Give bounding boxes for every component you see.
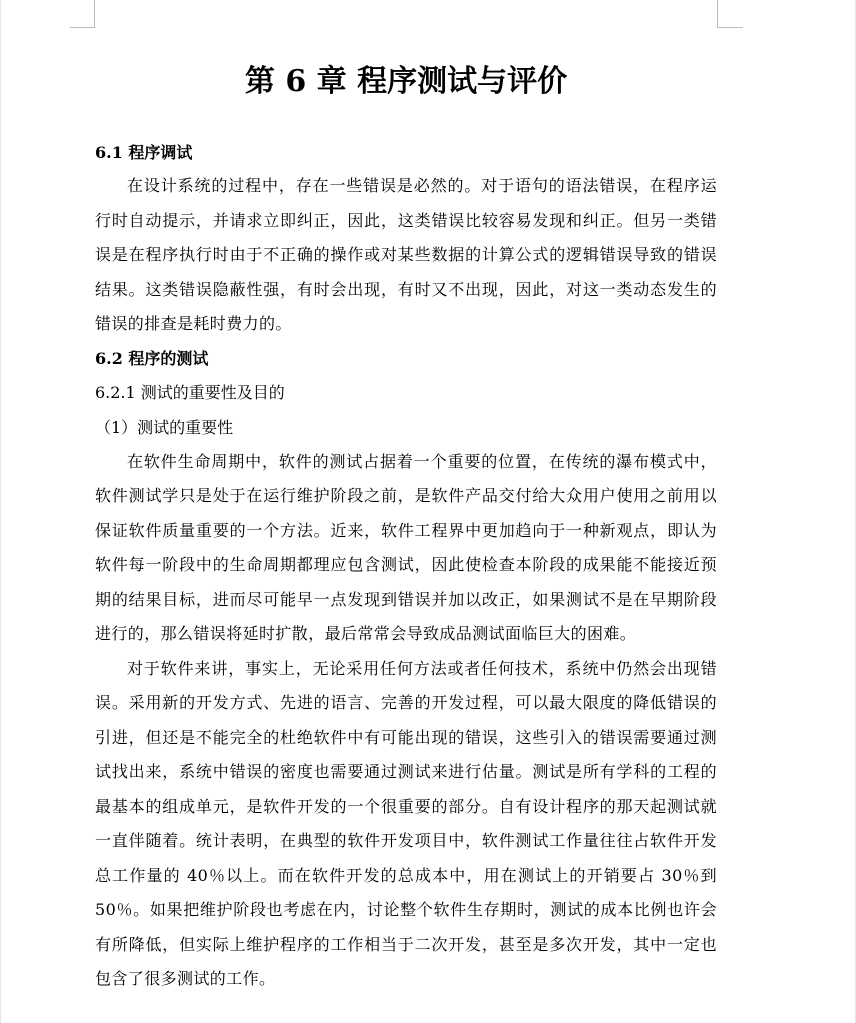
document-body [95, 136, 717, 997]
section-6-1-paragraph: 在设计系统的过程中，存在一些错误是必然的。对于语句的语法错误，在程序运行时自动提示，并请求立即纠正，因此，这类错误比较容易发现和纠正。但另一类错误是在程序执行时由于不正确的操作或对某些数据的计算公式的逻辑错误导致的错误结果。这类错误隐蔽性强，有时会出现，有时又不出现，因此，对这一类动态发生的错误的排查是耗时费力的。 [95, 176, 717, 333]
chapter-title: 第 6 章 程序测试与评价 [244, 64, 568, 99]
item-1-paragraph-2: 对于软件来讲，事实上，无论采用任何方法或者任何技术，系统中仍然会出现错误。采用新的开发方式、先进的语言、完善的开发过程，可以最大限度的降低错误的引进，但还是不能完全的杜绝软件中有可能出现的错误，这些引入的错误需要通过测试找出来，系统中错误的密度也需要通过测试来进行估量。测试是所有学科的工程的最基本的组成单元，是软件开发的一个很重要的部分。自有设计程序的那天起测试就一直伴随着。统计表明，在典型的软件开发项目中，软件测试工作量往往占软件开发总工作量的 40％以上。而在软件开发的总成本中，用在测试上的开销要占 30％到 50％。如果把维护阶段也考虑在内，讨论整个软件生存期时，测试的成本比例也许会有所降低，但实际上维护程序的工作相当于二次开发，甚至是多次开发，其中一定也包含了很多测试的工作。 [95, 658, 717, 988]
section-heading-6-2: 6.2 程序的测试 [95, 348, 209, 368]
crop-mark-top-right [717, 0, 743, 28]
subsection-heading-6-2-1: 6.2.1 测试的重要性及目的 [95, 382, 285, 402]
page-edge-left [0, 0, 1, 1023]
section-heading-6-1: 6.1 程序调试 [95, 143, 193, 162]
crop-mark-top-left [70, 0, 95, 28]
item-1-paragraph-1: 在软件生命周期中，软件的测试占据着一个重要的位置，在传统的瀑布模式中，软件测试学只是处于在运行维护阶段之前，是软件产品交付给大众用户使用之前用以保证软件质量重要的一个方法。近来，软件工程界中更加趋向于一种新观点，即认为软件每一阶段中的生命周期都理应包含测试，因此使检查本阶段的成果能不能接近预期的结果目标，进而尽可能早一点发现到错误并加以改正，如果测试不是在早期阶段进行的，那么错误将延时扩散，最后常常会导致成品测试面临巨大的困难。 [95, 451, 717, 643]
item-heading-1: （1）测试的重要性 [95, 417, 234, 437]
